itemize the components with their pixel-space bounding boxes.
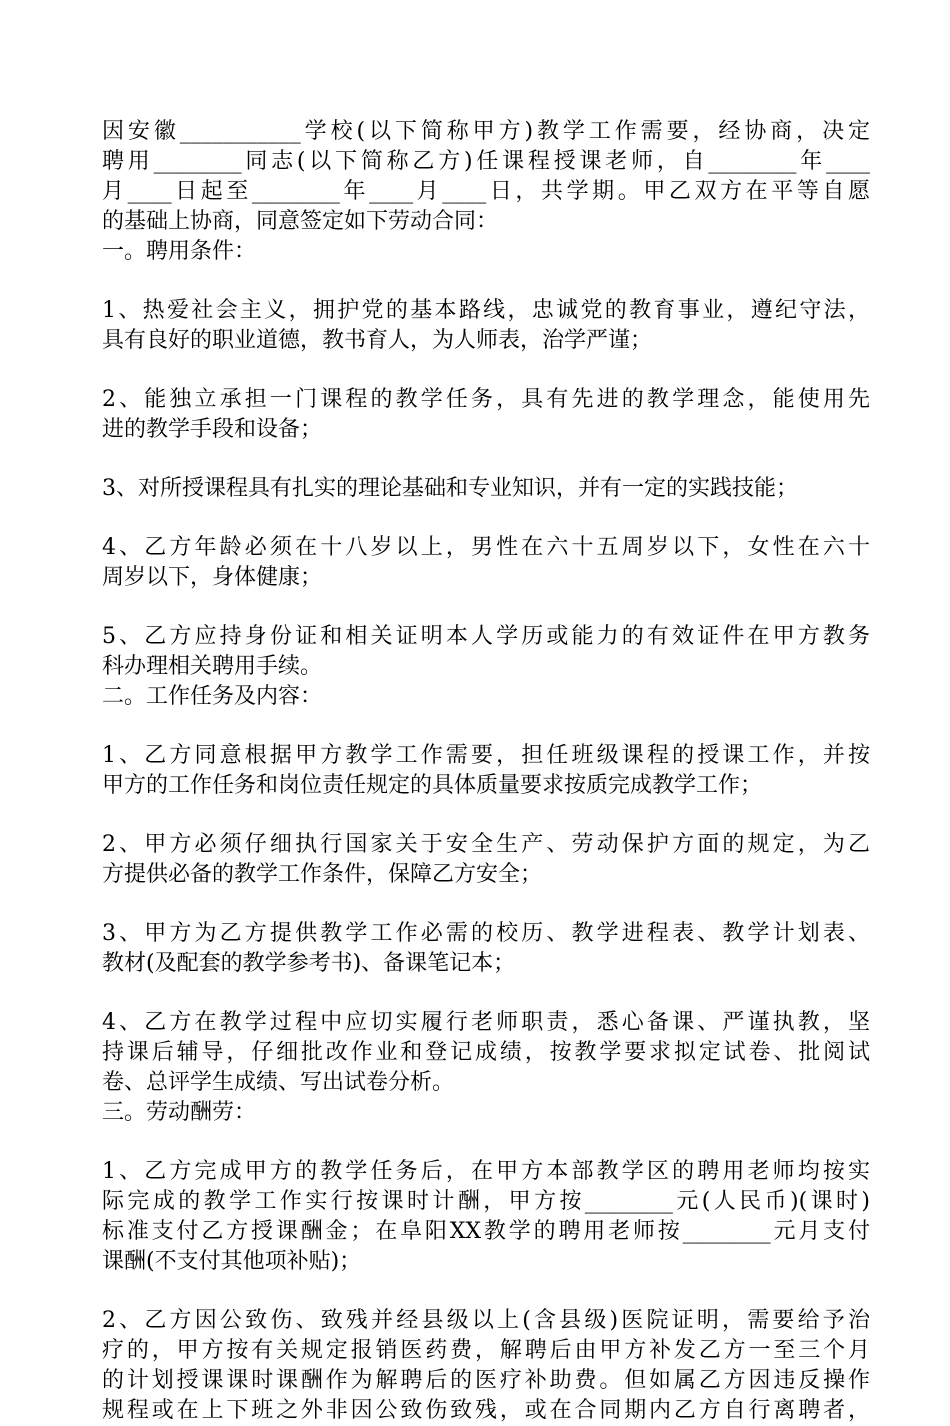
text-line: 4、乙方年龄必须在十八岁以上，男性在六十五周岁以下，女性在六十 [102,535,870,560]
clause-1-5 [102,622,870,682]
clause-1-3 [102,474,870,504]
text-line: 的基础上协商，同意签定如下劳动合同： [102,209,499,234]
text-line: 3、对所授课程具有扎实的理论基础和专业知识，并有一定的实践技能； [102,476,798,501]
clause-1-4 [102,533,870,593]
text-line: 2、甲方必须仔细执行国家关于安全生产、劳动保护方面的规定，为乙 [102,832,870,857]
text-line: 聘用________同志(以下简称乙方)任课程授课老师，自________年____ [102,149,870,174]
section-heading-1: 一。聘用条件： [102,239,257,264]
clause-2-2 [102,830,870,890]
text-line: 月____日起至________年____月____日，共学期。甲乙双方在平等自愿 [102,179,870,204]
text-line: 3、甲方为乙方提供教学工作必需的校历、教学进程表、教学计划表、 [102,921,870,946]
text-line: 疗的，甲方按有关规定报销医药费，解聘后由甲方补发乙方一至三个月 [102,1338,870,1363]
section-heading-3: 三。劳动酬劳： [102,1100,257,1125]
text-line: 标准支付乙方授课酬金；在阜阳XX教学的聘用老师按________元月支付 [102,1219,870,1244]
clause-2-4 [102,1008,870,1098]
text-line: 周岁以下，身体健康； [102,565,323,590]
text-line: 1、乙方同意根据甲方教学工作需要，担任班级课程的授课工作，并按 [102,743,870,768]
text-line: 规程或在上下班之外非因公致伤致残，或在合同期内乙方自行离聘者， [102,1398,870,1423]
clause-1-1 [102,296,870,356]
clause-3-2 [102,1306,870,1426]
text-line: 2、能独立承担一门课程的教学任务，具有先进的教学理念，能使用先 [102,387,870,412]
text-line: 进的教学手段和设备； [102,417,323,442]
clause-1-2 [102,385,870,445]
text-line: 甲方的工作任务和岗位责任规定的具体质量要求按质完成教学工作； [102,773,763,798]
text-line: 1、乙方完成甲方的教学任务后，在甲方本部教学区的聘用老师均按实 [102,1159,870,1184]
section-heading-2: 二。工作任务及内容： [102,684,323,709]
clause-2-3 [102,919,870,979]
clause-3-1 [102,1157,870,1277]
text-line: 1、热爱社会主义，拥护党的基本路线，忠诚党的教育事业，遵纪守法， [102,298,870,323]
text-line: 5、乙方应持身份证和相关证明本人学历或能力的有效证件在甲方教务 [102,624,870,649]
clause-2-1 [102,741,870,801]
text-line: 因安徽___________学校(以下简称甲方)教学工作需要，经协商，决定 [102,119,870,144]
text-line: 持课后辅导，仔细批改作业和登记成绩，按教学要求拟定试卷、批阅试 [102,1040,870,1065]
text-line: 际完成的教学工作实行按课时计酬，甲方按________元(人民币)(课时) [102,1189,870,1214]
text-line: 4、乙方在教学过程中应切实履行老师职责，悉心备课、严谨执教，坚 [102,1010,870,1035]
text-line: 科办理相关聘用手续。 [102,654,323,679]
text-line: 具有良好的职业道德，教书育人，为人师表，治学严谨； [102,328,653,353]
text-line: 的计划授课课时课酬作为解聘后的医疗补助费。但如属乙方因违反操作 [102,1368,870,1393]
text-line: 2、乙方因公致伤、致残并经县级以上(含县级)医院证明，需要给予治 [102,1308,870,1333]
text-line: 课酬(不支付其他项补贴)； [102,1249,362,1274]
text-line: 卷、总评学生成绩、写出试卷分析。 [102,1070,455,1095]
intro-paragraph [102,117,870,237]
text-line: 教材(及配套的教学参考书)、备课笔记本； [102,951,516,976]
text-line: 方提供必备的教学工作条件，保障乙方安全； [102,862,543,887]
